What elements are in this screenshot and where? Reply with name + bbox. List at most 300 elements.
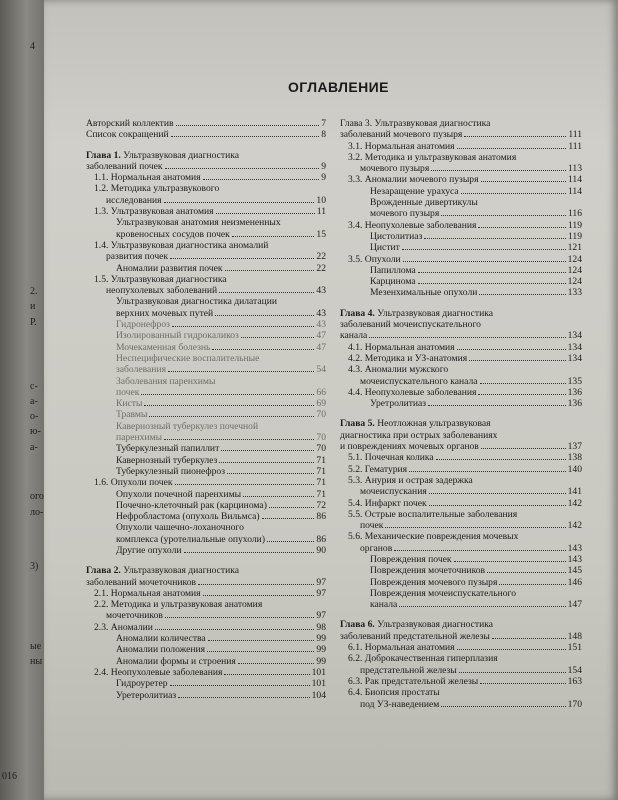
toc-entry-text: 2.2. Методика и ультразвуковая анатомия	[94, 599, 263, 611]
toc-entry-title	[116, 690, 176, 701]
page-number: 136	[567, 386, 582, 398]
toc-entry-text: заболеваний почек	[86, 160, 163, 172]
dot-leader	[424, 238, 566, 239]
dot-leader	[402, 249, 566, 250]
page-number: 71	[316, 454, 326, 466]
chapter-label: Глава 2.	[86, 565, 121, 577]
toc-entry-text: Врожденные дивертикулы	[370, 197, 478, 209]
toc-entry-title	[360, 486, 427, 497]
toc-entry	[86, 240, 326, 251]
toc-entry-text: 2.4. Неопухолевые заболевания	[94, 666, 223, 678]
toc-entry-text: Почечно-клеточный рак (карцинома)	[116, 499, 267, 511]
toc-entry-text: Гидронефроз	[116, 319, 170, 331]
dot-leader	[149, 416, 314, 417]
toc-entry-title	[86, 577, 196, 588]
toc-entry-text: Незаращение урахуса	[370, 185, 459, 197]
toc-entry	[86, 308, 326, 319]
dot-leader	[176, 125, 320, 126]
dot-leader	[241, 337, 315, 338]
toc-entry-text: Неотложная ультразвуковая	[377, 418, 491, 430]
toc-entry	[86, 229, 326, 240]
page-number: 71	[316, 465, 326, 477]
dot-leader	[492, 638, 566, 639]
toc-entry-text: Кавернозный туберкулез почечной	[116, 420, 259, 432]
toc-entry-text: Ультразвуковая анатомия неизмененных	[116, 217, 281, 229]
toc-entry-text: комплекса (уротелиальные опухоли)	[116, 533, 266, 545]
chapter-label: Глава 4.	[340, 307, 375, 319]
toc-entry	[86, 172, 326, 183]
dot-leader	[418, 283, 566, 284]
toc-entry-text: 5.1. Почечная колика	[348, 452, 434, 464]
toc-entry-title	[360, 543, 392, 554]
toc-entry-title	[348, 452, 434, 463]
toc-entry-title	[116, 500, 267, 511]
dot-leader	[243, 496, 314, 497]
toc-entry	[340, 665, 582, 676]
toc-entry-title	[116, 656, 236, 667]
toc-entry	[340, 220, 582, 231]
toc-entry	[86, 376, 326, 387]
toc-entry	[340, 308, 582, 319]
dot-leader	[203, 179, 320, 180]
toc-entry-title	[370, 554, 452, 565]
toc-entry	[340, 353, 582, 364]
dot-leader	[479, 294, 565, 295]
toc-entry-text: 6.3. Рак предстательной железы	[348, 675, 479, 687]
page-number: 47	[316, 341, 326, 353]
facing-page-fragment: 3)	[30, 561, 39, 572]
page-number: 119	[567, 230, 582, 242]
toc-entry-text: 5.4. Инфаркт почек	[348, 497, 427, 509]
toc-entry	[340, 441, 582, 452]
toc-entry	[340, 330, 582, 341]
page-number: 170	[567, 698, 582, 710]
toc-entry-title	[116, 319, 170, 330]
facing-page-fragment: 016	[2, 771, 17, 782]
toc-entry-title	[370, 565, 485, 576]
page-number: 124	[567, 264, 582, 276]
toc-entry	[86, 610, 326, 621]
toc-entry-text: Ультразвуковая диагностика	[377, 307, 494, 319]
toc-entry-title	[116, 364, 166, 375]
toc-entry	[340, 631, 582, 642]
toc-entry-title	[348, 687, 440, 698]
dot-leader	[262, 518, 315, 519]
toc-entry	[340, 186, 582, 197]
toc-entry	[86, 409, 326, 420]
toc-entry	[86, 296, 326, 307]
dot-leader	[481, 181, 566, 182]
toc-entry-text: 3.1. Нормальная анатомия	[348, 140, 455, 152]
facing-page-fragment: ые	[30, 641, 42, 652]
toc-entry-title	[348, 464, 407, 475]
toc-entry-title	[86, 565, 239, 576]
toc-entry-text: Повреждения почек	[370, 553, 452, 565]
toc-entry-title	[116, 511, 260, 522]
toc-entry	[340, 152, 582, 163]
page-number: 116	[567, 208, 582, 220]
toc-entry	[86, 217, 326, 228]
page-number: 101	[311, 666, 326, 678]
toc-entry	[340, 197, 582, 208]
facing-page-fragment: а-	[30, 396, 38, 407]
toc-entry	[86, 251, 326, 262]
toc-entry-text: Карцинома	[370, 276, 416, 288]
toc-entry-text: мочеточников	[106, 610, 163, 622]
toc-entry-text: Заболевания паренхимы	[116, 375, 216, 387]
toc-entry	[340, 174, 582, 185]
toc-entry-title	[86, 161, 163, 172]
toc-entry-text: Аномалии количества	[116, 633, 206, 645]
toc-entry	[340, 520, 582, 531]
dot-leader	[208, 640, 315, 641]
page-number: 135	[567, 375, 582, 387]
toc-entry-title	[348, 498, 427, 509]
toc-entry-title	[360, 163, 429, 174]
toc-entry-text: заболеваний мочеточников	[86, 576, 197, 588]
dot-leader	[429, 493, 566, 494]
dot-leader	[171, 136, 320, 137]
toc-entry-text: мочевого пузыря	[360, 163, 430, 175]
page-number: 136	[567, 398, 582, 410]
dot-leader	[178, 697, 309, 698]
toc-entry-text: Аномалии положения	[116, 644, 206, 656]
toc-entry	[340, 418, 582, 429]
page-number: 138	[567, 452, 582, 464]
dot-leader	[409, 471, 566, 472]
page-number: 143	[567, 553, 582, 565]
toc-entry-text: Список сокращений	[86, 129, 169, 141]
dot-leader	[267, 541, 314, 542]
toc-entry-title	[116, 398, 142, 409]
facing-page-fragment: ю-	[30, 426, 41, 437]
toc-left-column	[86, 118, 326, 701]
facing-page-fragment: 2.	[30, 286, 38, 297]
toc-entry-title	[106, 251, 168, 262]
toc-entry-text: Уретролитиаз	[370, 398, 427, 410]
toc-entry	[86, 577, 326, 588]
toc-entry-title	[370, 398, 426, 409]
toc-entry-title	[348, 475, 473, 486]
page-number: 163	[567, 675, 582, 687]
toc-entry	[86, 263, 326, 274]
page-number: 43	[316, 307, 326, 319]
page-number: 71	[316, 477, 326, 489]
toc-entry-title	[348, 653, 498, 664]
toc-entry	[340, 531, 582, 542]
toc-entry-text: 5.5. Острые воспалительные заболевания	[348, 508, 518, 520]
page-number: 147	[567, 599, 582, 611]
page-number: 97	[316, 610, 326, 622]
dot-leader	[165, 168, 320, 169]
toc-entry	[86, 455, 326, 466]
toc-entry-text: 1.1. Нормальная анатомия	[94, 172, 201, 184]
toc-entry-title	[116, 263, 223, 274]
toc-entry-text: 5.2. Гематурия	[348, 463, 408, 475]
page-number: 90	[316, 544, 326, 556]
toc-entry-title	[348, 141, 455, 152]
toc-entry-title	[370, 208, 439, 219]
toc-entry-text: 1.2. Методика ультразвукового	[94, 183, 220, 195]
page-number: 22	[316, 251, 326, 263]
toc-entry-text: Цистолитиаз	[370, 230, 423, 242]
page-number: 146	[567, 576, 582, 588]
toc-entry-text: Неспецифические воспалительные	[116, 352, 260, 364]
page-number: 111	[568, 140, 582, 152]
toc-entry-title	[348, 387, 476, 398]
toc-entry-text: паренхимы	[116, 432, 163, 444]
toc-entry-text: Ультразвуковая диагностика	[374, 118, 491, 129]
toc-entry-title	[370, 265, 416, 276]
dot-leader	[480, 683, 565, 684]
toc-entry	[86, 387, 326, 398]
dot-leader	[431, 170, 566, 171]
dot-leader	[172, 326, 315, 327]
page-number: 10	[316, 194, 326, 206]
dot-leader	[198, 584, 314, 585]
page-number: 43	[316, 319, 326, 331]
facing-page-fragment: ого	[30, 491, 44, 502]
toc-entry-text: Другие опухоли	[116, 544, 182, 556]
toc-entry-text: под УЗ-наведением	[360, 698, 440, 710]
toc-entry-text: 5.3. Анурия и острая задержка	[348, 474, 473, 486]
toc-entry-text: 4.3. Аномалии мужского	[348, 364, 449, 376]
toc-entry	[340, 430, 582, 441]
page-number: 97	[316, 587, 326, 599]
page-number: 86	[316, 511, 326, 523]
dot-leader	[168, 371, 314, 372]
toc-entry	[340, 265, 582, 276]
toc-entry-text: 3.2. Методика и ультразвуковая анатомия	[348, 151, 517, 163]
toc-entry-text: Папиллома	[370, 264, 416, 276]
facing-page-fragment: и	[30, 301, 36, 312]
toc-entry-title	[116, 308, 213, 319]
page-number: 124	[567, 276, 582, 288]
toc-entry-title	[116, 534, 265, 545]
toc-entry-title	[348, 642, 455, 653]
chapter-label: Глава 3.	[340, 118, 373, 129]
toc-entry-title	[348, 353, 467, 364]
toc-entry	[340, 242, 582, 253]
toc-entry-title	[116, 376, 215, 387]
toc-entry-text: Ультразвуковая диагностика	[377, 619, 494, 631]
toc-entry	[86, 565, 326, 576]
toc-entry-title	[116, 330, 239, 341]
toc-entry	[340, 254, 582, 265]
toc-entry-text: 3.5. Опухоли	[348, 253, 401, 265]
dot-leader	[459, 672, 566, 673]
toc-entry-text: 3.3. Аномалии мочевого пузыря	[348, 174, 479, 186]
toc-entry	[340, 486, 582, 497]
dot-leader	[469, 360, 565, 361]
toc-entry-title	[94, 667, 222, 678]
toc-entry	[340, 498, 582, 509]
toc-entry-text: предстательной железы	[360, 664, 457, 676]
toc-entry	[340, 509, 582, 520]
facing-page-fragment: с-	[30, 381, 38, 392]
toc-entry	[86, 398, 326, 409]
toc-entry-title	[340, 430, 497, 441]
toc-entry-text: мочевого пузыря	[370, 208, 440, 220]
toc-entry-title	[340, 631, 490, 642]
page-number: 70	[316, 443, 326, 455]
toc-entry-text: Ультразвуковая диагностика	[123, 565, 240, 577]
page-number: 66	[316, 386, 326, 398]
toc-entry-text: 4.2. Методика и УЗ-анатомия	[348, 352, 468, 364]
toc-entry-text: Гидроуретер	[116, 678, 168, 690]
page-number: 119	[567, 219, 582, 231]
toc-entry	[86, 644, 326, 655]
toc-entry-title	[360, 665, 457, 676]
toc-entry-title	[348, 531, 518, 542]
toc-entry	[340, 619, 582, 630]
toc-entry	[340, 231, 582, 242]
toc-entry-title	[340, 418, 491, 429]
dot-leader	[487, 572, 566, 573]
toc-entry	[86, 667, 326, 678]
toc-entry	[340, 543, 582, 554]
toc-entry	[86, 443, 326, 454]
toc-entry	[340, 475, 582, 486]
toc-entry-title	[348, 342, 455, 353]
page-number: 111	[568, 129, 582, 141]
toc-entry-text: заболеваний предстательной железы	[340, 630, 490, 642]
toc-entry-text: заболеваний мочевого пузыря	[340, 129, 463, 141]
facing-page-fragment: а-	[30, 442, 38, 453]
toc-entry-text: Туберкулезный пионефроз	[116, 465, 226, 477]
toc-right-column	[340, 118, 582, 710]
toc-entry-text: Ультразвуковая диагностика	[123, 149, 240, 161]
toc-entry-title	[370, 577, 497, 588]
dot-leader	[269, 507, 315, 508]
dot-leader	[394, 550, 565, 551]
toc-entry-text: Кисты	[116, 398, 143, 410]
dot-leader	[385, 527, 565, 528]
dot-leader	[164, 202, 315, 203]
page-number: 9	[321, 160, 326, 172]
toc-entry-text: канала	[340, 330, 368, 342]
page-number: 86	[316, 533, 326, 545]
toc-entry-text: Повреждения мочеточников	[370, 565, 486, 577]
toc-entry-text: почек	[116, 386, 140, 398]
toc-entry	[86, 161, 326, 172]
toc-entry-title	[116, 353, 259, 364]
toc-entry-text: Авторский коллектив	[86, 118, 174, 129]
toc-entry-text: Аномалии формы и строения	[116, 655, 236, 667]
toc-entry-text: заболеваний мочеиспускательного	[340, 319, 481, 331]
toc-entry-text: 6.4. Биопсия простаты	[348, 687, 440, 699]
toc-entry-text: органов	[360, 542, 393, 554]
toc-entry-title	[106, 610, 163, 621]
toc-entry-title	[116, 296, 277, 307]
dot-leader	[499, 584, 565, 585]
toc-entry-title	[94, 240, 268, 251]
dot-leader	[164, 439, 314, 440]
toc-entry-title	[340, 118, 490, 129]
toc-entry	[340, 577, 582, 588]
toc-entry-text: мочеиспускания	[360, 486, 427, 498]
toc-entry-title	[116, 466, 225, 477]
dot-leader	[212, 349, 314, 350]
facing-page-fragment: о-	[30, 411, 39, 422]
toc-entry-text: 5.6. Механические повреждения мочевых	[348, 531, 519, 543]
toc-entry-text: и повреждениях мочевых органов	[340, 441, 479, 453]
page-number: 137	[567, 441, 582, 453]
toc-entry-title	[116, 217, 281, 228]
dot-leader	[227, 473, 314, 474]
toc-entry-title	[370, 242, 400, 253]
toc-entry-text: диагностика при острых заболеваниях	[340, 429, 498, 441]
dot-leader	[155, 629, 315, 630]
page-number: 99	[316, 633, 326, 645]
toc-entry-text: 1.4. Ультразвуковая диагностика аномалий	[94, 239, 269, 251]
toc-entry-title	[348, 364, 448, 375]
dot-leader	[428, 405, 566, 406]
toc-entry-title	[340, 330, 367, 341]
dot-leader	[216, 213, 315, 214]
toc-entry-title	[360, 376, 478, 387]
dot-leader	[215, 315, 314, 316]
page-number: 142	[567, 520, 582, 532]
toc-entry	[86, 522, 326, 533]
toc-entry-title	[370, 599, 397, 610]
toc-entry-title	[116, 387, 139, 398]
toc-entry-text: 4.1. Нормальная анатомия	[348, 341, 455, 353]
toc-entry-text: заболевания	[116, 364, 166, 376]
toc-entry	[340, 141, 582, 152]
toc-entry-title	[94, 183, 219, 194]
dot-leader	[225, 270, 315, 271]
dot-leader	[480, 383, 566, 384]
toc-entry-title	[348, 509, 517, 520]
toc-entry-title	[116, 678, 168, 689]
toc-entry	[340, 342, 582, 353]
toc-entry-title	[94, 274, 227, 285]
toc-entry	[340, 387, 582, 398]
page-number: 72	[316, 499, 326, 511]
dot-leader	[418, 272, 566, 273]
toc-entry	[86, 342, 326, 353]
facing-page-fragment: ны	[30, 656, 43, 667]
toc-entry-title	[116, 455, 217, 466]
toc-entry-title	[370, 588, 516, 599]
toc-entry	[340, 398, 582, 409]
toc-entry	[340, 129, 582, 140]
toc-entry-title	[94, 588, 201, 599]
facing-page-fragment: 4	[30, 41, 35, 52]
toc-entry	[340, 163, 582, 174]
page-number: 113	[567, 163, 582, 175]
dot-leader	[221, 450, 314, 451]
toc-entry-text: Аномалии развития почек	[116, 262, 223, 274]
page-number: 114	[567, 174, 582, 186]
toc-entry-title	[116, 545, 182, 556]
toc-entry	[86, 353, 326, 364]
page-number: 140	[567, 463, 582, 475]
page-number: 133	[567, 287, 582, 299]
page-number: 154	[567, 664, 582, 676]
toc-entry-text: Туберкулезный папиллит	[116, 443, 220, 455]
toc-entry	[86, 285, 326, 296]
toc-entry-text: Повреждения мочевого пузыря	[370, 576, 498, 588]
toc-entry-title	[86, 118, 174, 129]
toc-entry	[86, 432, 326, 443]
toc-entry-title	[106, 195, 162, 206]
toc-entry	[86, 588, 326, 599]
page-number: 104	[311, 689, 326, 701]
dot-leader	[403, 261, 566, 262]
toc-entry	[340, 676, 582, 687]
